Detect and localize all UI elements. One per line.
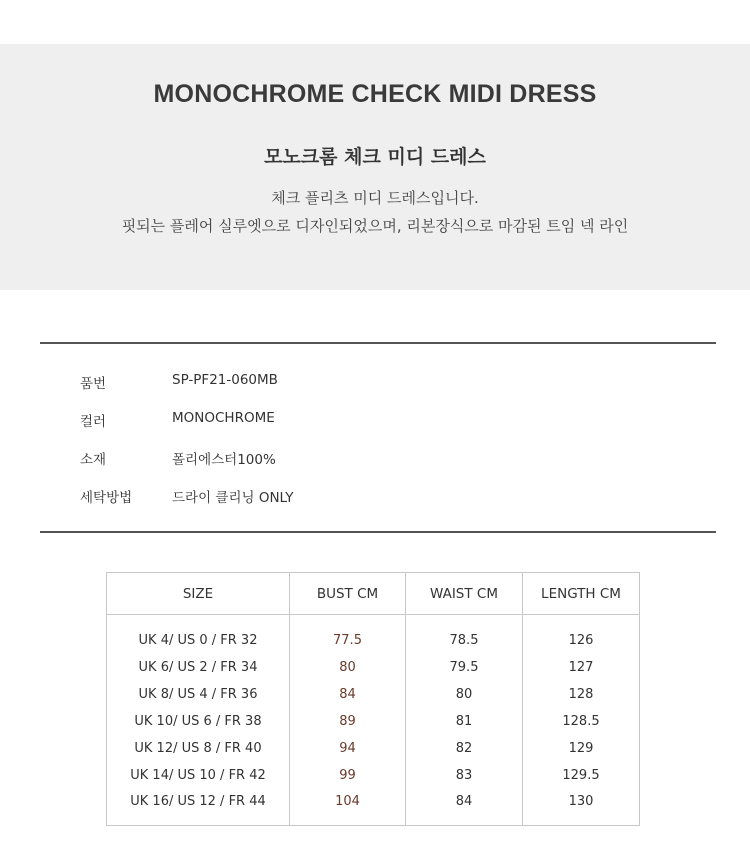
table-row: [107, 708, 640, 735]
cell-waist: 84: [406, 789, 523, 826]
cell-bust: 104: [290, 789, 406, 826]
cell-length: 129: [568, 740, 594, 756]
cell-size: UK 4/ US 0 / FR 32: [107, 615, 290, 654]
cell-length: 128: [568, 686, 594, 702]
table-row: [107, 654, 640, 681]
cell-waist: 82: [406, 735, 523, 762]
divider-bottom: [40, 531, 716, 533]
cell-bust: 80: [290, 654, 406, 681]
product-title-en: MONOCHROME CHECK MIDI DRESS: [153, 80, 597, 108]
header-waist: WAIST CM: [406, 573, 523, 615]
spec-row-color: [0, 410, 750, 430]
product-hero: [0, 44, 750, 290]
cell-length: 127: [568, 659, 594, 675]
spec-row-care: [0, 486, 750, 506]
spec-row-material: [0, 448, 750, 468]
table-row: [107, 789, 640, 826]
cell-size: UK 12/ US 8 / FR 40: [107, 735, 290, 762]
spec-value: 드라이 클리닝 ONLY: [172, 490, 294, 506]
spec-label: 세탁방법: [80, 490, 133, 506]
cell-bust: 77.5: [290, 615, 406, 654]
header-length: LENGTH CM: [523, 573, 640, 615]
spec-value: MONOCHROME: [172, 410, 275, 426]
cell-length: 126: [568, 632, 594, 648]
cell-bust: 89: [290, 708, 406, 735]
cell-waist: 83: [406, 762, 523, 789]
cell-size: UK 14/ US 10 / FR 42: [107, 762, 290, 789]
product-description-line-1: 체크 플리츠 미디 드레스입니다.: [271, 189, 479, 207]
cell-waist: 78.5: [406, 615, 523, 654]
cell-length: 129.5: [562, 767, 600, 783]
header-bust: BUST CM: [290, 573, 406, 615]
spec-value: SP-PF21-060MB: [172, 372, 278, 388]
cell-size: UK 10/ US 6 / FR 38: [107, 708, 290, 735]
table-row: [107, 762, 640, 789]
cell-waist: 81: [406, 708, 523, 735]
cell-waist: 80: [406, 681, 523, 708]
cell-bust: 99: [290, 762, 406, 789]
cell-length: 130: [568, 794, 594, 810]
cell-bust: 94: [290, 735, 406, 762]
spec-value: 폴리에스터100%: [172, 452, 276, 468]
size-chart-table: [106, 572, 640, 826]
table-row: [107, 681, 640, 708]
cell-size: UK 8/ US 4 / FR 36: [107, 681, 290, 708]
cell-waist: 79.5: [406, 654, 523, 681]
cell-bust: 84: [290, 681, 406, 708]
table-row: [107, 615, 640, 654]
product-title-ko: 모노크롬 체크 미디 드레스: [264, 146, 486, 168]
table-row: [107, 735, 640, 762]
header-size: SIZE: [107, 573, 290, 615]
spec-label: 소재: [80, 452, 107, 468]
spec-label: 컬러: [80, 414, 107, 430]
divider-top: [40, 342, 716, 344]
cell-length: 128.5: [562, 713, 600, 729]
product-description-line-2: 핏되는 플레어 실루엣으로 디자인되었으며, 리본장식으로 마감된 트임 넥 라인: [121, 217, 629, 235]
spec-row-product-code: [0, 372, 750, 392]
cell-size: UK 16/ US 12 / FR 44: [107, 789, 290, 826]
cell-size: UK 6/ US 2 / FR 34: [107, 654, 290, 681]
size-table-header-row: [107, 573, 640, 615]
spec-label: 품번: [80, 376, 107, 392]
